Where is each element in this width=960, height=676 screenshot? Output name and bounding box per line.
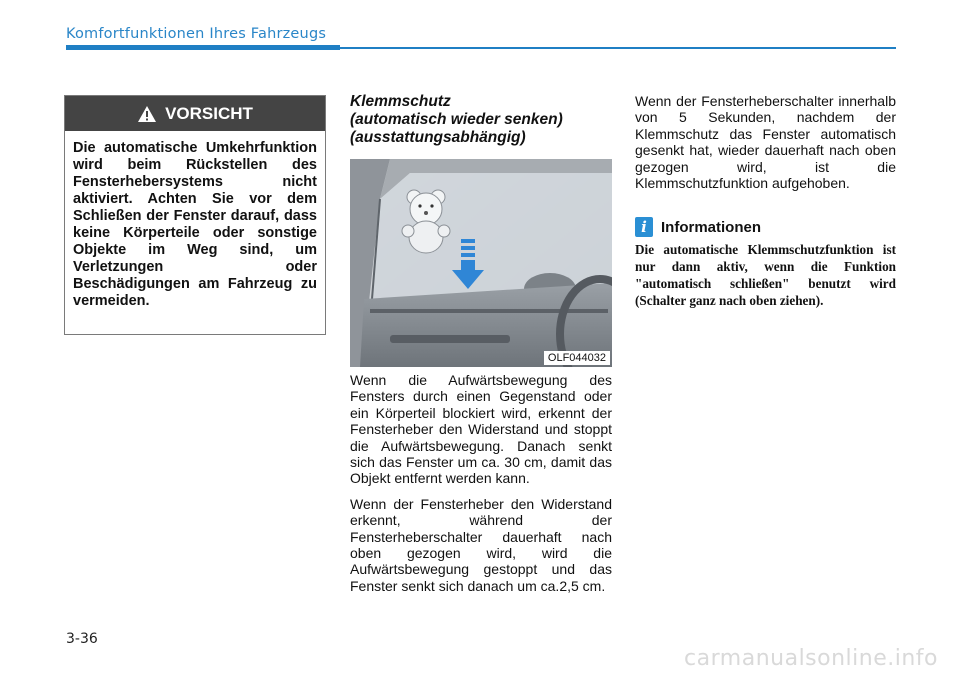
warning-triangle-icon xyxy=(137,105,157,123)
paragraph-2: Wenn der Fensterheber den Widerstand erkennt, während der Fensterheberschalter dauerhaft nach oben gezogen wird, wird die Aufwärtsbewegung gestoppt und das Fenster senkt sich danach um ca.2,5 cm. xyxy=(350,495,612,594)
heading-line-1: Klemmschutz xyxy=(350,93,451,110)
section-heading xyxy=(350,93,612,147)
caution-box xyxy=(64,95,326,335)
caution-title: VORSICHT xyxy=(165,103,253,123)
info-header xyxy=(635,217,761,237)
image-label: OLF044032 xyxy=(544,351,610,365)
info-title: Informationen xyxy=(661,218,761,236)
info-text: Die automatische Klemmschutzfunktion ist nur dann aktiv, wenn die Funktion "automatisch schließen" benutzt wird (Schalter ganz nach oben ziehen). xyxy=(635,242,896,308)
caution-text: Die automatische Umkehrfunktion wird beim Rückstellen des Fensterhebersystems nicht aktiviert. Achten Sie vor dem Schließen der Fenster darauf, dass keine Körperteile oder sonstige Objekte im Weg sind, um Verletzungen oder Beschädigungen am Fahrzeug zu vermeiden. xyxy=(73,140,317,309)
right-paragraph: Wenn der Fensterheberschalter innerhalb von 5 Sekunden, nachdem der Klemmschutz das Fenster automatisch gesenkt hat, wieder dauerhaft nach oben gezogen wird, ist die Klemmschutzfunktion aufgehoben. xyxy=(635,93,896,192)
page-number: 3-36 xyxy=(66,631,98,647)
info-icon: i xyxy=(635,217,653,237)
caution-header xyxy=(65,96,325,131)
car-window-photo xyxy=(350,159,612,367)
header-rule-thick xyxy=(66,45,340,50)
right-text xyxy=(635,93,896,191)
window-illustration xyxy=(350,159,612,367)
watermark: carmanualsonline.info xyxy=(684,646,938,671)
header-rule-thin xyxy=(340,47,896,49)
heading-line-2: (automatisch wieder senken) xyxy=(350,111,563,128)
section-title: Komfortfunktionen Ihres Fahrzeugs xyxy=(66,26,327,42)
heading-line-3: (ausstattungsabhängig) xyxy=(350,129,526,146)
paragraph-1: Wenn die Aufwärtsbewegung des Fensters durch einen Gegenstand oder ein Körperteil blockiert wird, erkennt der Fensterheber den Widerstand und stoppt die Aufwärtsbewegung. Danach senkt sich das Fenster um ca. 30 cm, damit das Objekt entfernt werden kann. xyxy=(350,372,612,487)
main-text xyxy=(350,372,612,603)
